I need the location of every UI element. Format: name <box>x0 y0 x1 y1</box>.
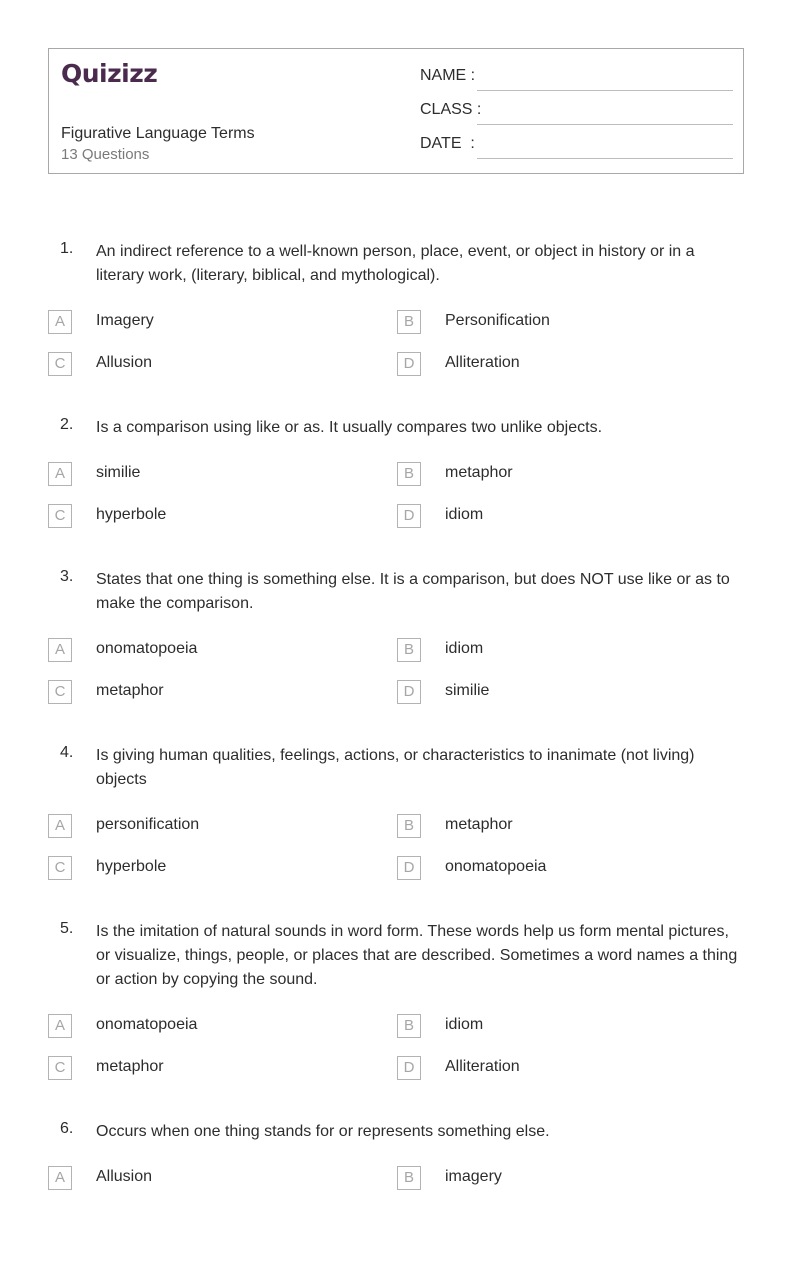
question-3 <box>0 560 794 722</box>
option-a[interactable] <box>48 310 378 336</box>
option-letter-c[interactable]: C <box>48 856 72 880</box>
option-a[interactable] <box>48 638 378 664</box>
question-5 <box>0 912 794 1098</box>
option-letter-d[interactable]: D <box>397 680 421 704</box>
option-letter-a[interactable]: A <box>48 1166 72 1190</box>
option-text: Allusion <box>96 354 153 371</box>
option-text: idiom <box>445 640 484 657</box>
option-text: hyperbole <box>96 506 167 523</box>
option-c[interactable] <box>48 856 378 882</box>
option-grid <box>0 462 794 546</box>
option-text: onomatopoeia <box>445 858 547 875</box>
option-c[interactable] <box>48 680 378 706</box>
option-b[interactable] <box>397 1014 727 1040</box>
option-grid <box>0 1014 794 1098</box>
option-text: Alliteration <box>445 354 520 371</box>
name-field[interactable] <box>420 67 733 91</box>
option-letter-c[interactable]: C <box>48 504 72 528</box>
question-number: 5. <box>60 920 74 937</box>
option-letter-d[interactable]: D <box>397 504 421 528</box>
quizizz-logo: Quizizz <box>61 59 158 88</box>
question-4 <box>0 736 794 898</box>
option-b[interactable] <box>397 638 727 664</box>
option-text: metaphor <box>445 464 513 481</box>
option-letter-d[interactable]: D <box>397 352 421 376</box>
question-number: 6. <box>60 1120 74 1137</box>
option-c[interactable] <box>48 1056 378 1082</box>
option-text: onomatopoeia <box>96 640 198 657</box>
option-letter-a[interactable]: A <box>48 638 72 662</box>
option-a[interactable] <box>48 1014 378 1040</box>
option-letter-c[interactable]: C <box>48 1056 72 1080</box>
option-letter-b[interactable]: B <box>397 1014 421 1038</box>
option-text: Allusion <box>96 1168 153 1185</box>
option-text: Personification <box>445 312 550 329</box>
option-grid <box>0 1166 794 1250</box>
option-letter-c[interactable]: C <box>48 680 72 704</box>
option-b[interactable] <box>397 462 727 488</box>
option-text: idiom <box>445 506 484 523</box>
option-a[interactable] <box>48 462 378 488</box>
option-text: metaphor <box>96 682 164 699</box>
option-grid <box>0 310 794 394</box>
option-text: similie <box>445 682 490 699</box>
option-letter-a[interactable]: A <box>48 310 72 334</box>
question-list <box>0 232 794 1264</box>
option-letter-a[interactable]: A <box>48 1014 72 1038</box>
option-b[interactable] <box>397 814 727 840</box>
option-d[interactable] <box>397 856 727 882</box>
question-6 <box>0 1112 794 1250</box>
option-c[interactable] <box>48 352 378 378</box>
option-letter-b[interactable]: B <box>397 638 421 662</box>
class-label: CLASS : <box>420 101 482 118</box>
option-letter-a[interactable]: A <box>48 462 72 486</box>
option-text: Imagery <box>96 312 154 329</box>
option-d[interactable] <box>397 504 727 530</box>
option-letter-a[interactable]: A <box>48 814 72 838</box>
option-text: Alliteration <box>445 1058 520 1075</box>
class-line[interactable] <box>477 124 733 125</box>
question-text: Occurs when one thing stands for or represents something else. <box>96 1123 550 1140</box>
option-d[interactable] <box>397 352 727 378</box>
option-letter-d[interactable]: D <box>397 1056 421 1080</box>
worksheet-title: Figurative Language Terms <box>61 125 255 142</box>
option-text: metaphor <box>445 816 513 833</box>
option-c[interactable] <box>48 504 378 530</box>
option-grid <box>0 638 794 722</box>
option-d[interactable] <box>397 1056 727 1082</box>
option-letter-b[interactable]: B <box>397 462 421 486</box>
option-a[interactable] <box>48 1166 378 1192</box>
question-text: An indirect reference to a well-known person, place, event, or object in history or in a literary work, (literary, biblical, and mythological). <box>96 243 695 284</box>
question-number: 2. <box>60 416 74 433</box>
question-2 <box>0 408 794 546</box>
question-text: States that one thing is something else. It is a comparison, but does NOT use like or as to make the comparison. <box>96 571 730 612</box>
option-letter-b[interactable]: B <box>397 814 421 838</box>
option-text: hyperbole <box>96 858 167 875</box>
option-letter-b[interactable]: B <box>397 1166 421 1190</box>
question-number: 3. <box>60 568 74 585</box>
question-1 <box>0 232 794 394</box>
question-text: Is giving human qualities, feelings, actions, or characteristics to inanimate (not living) objects <box>96 747 695 788</box>
option-grid <box>0 814 794 898</box>
option-letter-c[interactable]: C <box>48 352 72 376</box>
option-a[interactable] <box>48 814 378 840</box>
question-number: 4. <box>60 744 74 761</box>
option-text: idiom <box>445 1016 484 1033</box>
option-text: metaphor <box>96 1058 164 1075</box>
name-line[interactable] <box>477 90 733 91</box>
question-text: Is the imitation of natural sounds in word form. These words help us form mental pictures, or visualize, things, people, or places that are described. Sometimes a word names a thing or action by copying the sound. <box>96 923 738 988</box>
option-d[interactable] <box>397 680 727 706</box>
option-text: onomatopoeia <box>96 1016 198 1033</box>
option-text: imagery <box>445 1168 502 1185</box>
option-b[interactable] <box>397 310 727 336</box>
option-letter-b[interactable]: B <box>397 310 421 334</box>
option-text: similie <box>96 464 141 481</box>
question-count: 13 Questions <box>61 146 150 163</box>
date-label: DATE : <box>420 135 475 152</box>
worksheet-header <box>48 48 744 174</box>
option-text: personification <box>96 816 200 833</box>
date-field[interactable] <box>420 135 733 159</box>
class-field[interactable] <box>420 101 733 125</box>
option-b[interactable] <box>397 1166 727 1192</box>
option-letter-d[interactable]: D <box>397 856 421 880</box>
name-label: NAME : <box>420 67 476 84</box>
question-number: 1. <box>60 240 74 257</box>
date-line[interactable] <box>477 158 733 159</box>
question-text: Is a comparison using like or as. It usually compares two unlike objects. <box>96 419 603 436</box>
